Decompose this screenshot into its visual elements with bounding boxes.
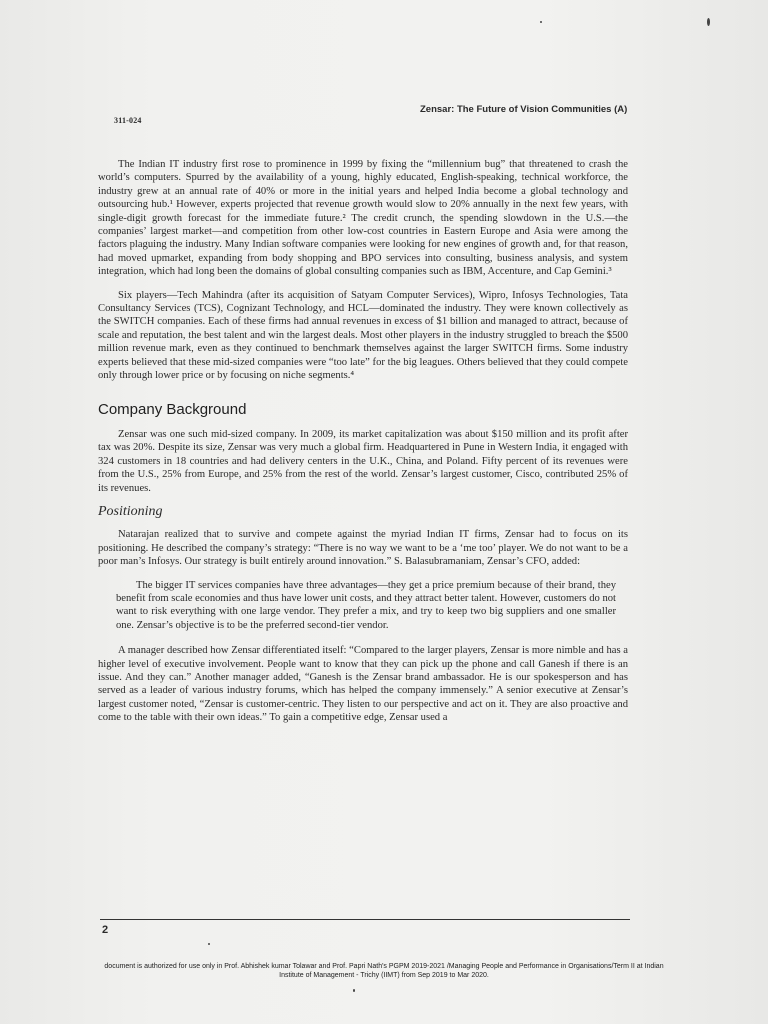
subheading-positioning: Positioning — [98, 503, 163, 519]
paragraph-differentiation: A manager described how Zensar differentiated itself: “Compared to the larger players, Zensar is more nimble and has a higher level of executive involvement. People want to know that they can pick up the phone and call Ganesh if there is an issue. And they can.” Another manager added, “Ganesh is the Zensar brand ambassador. He is our spokesperson and has served as a leader of various industry forums, which has helped the company immensely.” A senior executive at Zensar’s largest customer noted, “Zensar is customer-centric. They listen to our perspective and act on it. They are also proactive and come to the table with their own ideas.” To gain a competitive edge, Zensar used a — [98, 645, 628, 724]
scan-speck — [707, 18, 710, 26]
footer-line-2: Institute of Management - Trichy (IIMT) from Sep 2019 to Mar 2020. — [279, 972, 489, 979]
paragraph-strategy: Natarajan realized that to survive and compete against the myriad Indian IT firms, Zensar had to focus on its positioning. He described the company’s strategy: “There is no way we want to be a ‘me too’ player. We do not want to be a poor man’s Infosys. Our strategy is built entirely around innovation.” S. Balasubramaniam, Zensar’s CFO, added: — [98, 529, 628, 568]
paragraph-industry: The Indian IT industry first rose to prominence in 1999 by fixing the “millennium bug” that threatened to crash the world’s computers. Spurred by the availability of a young, highly educated, English-speaking, technical workforce, the industry grew at an annual rate of 40% or more in the initial years and helped India become a global technology and outsourcing hub.¹ However, experts projected that revenue growth would slow to 20% annually in the next few years, with single-digit growth forecast for the immediate future.² The credit crunch, the spending slowdown in the U.S.—the companies’ largest market—and competition from other low-cost countries in Eastern Europe and Asia were among the factors plaguing the industry. Many Indian software companies were looking for new engines of growth and, for that reason, had moved upmarket, expanding from body shopping and BPO services into consulting, business analysis, and system integration, which had long been the domains of global consulting companies such as IBM, Accenture, and Cap Gemini.³ — [98, 159, 628, 278]
page-number: 2 — [102, 924, 109, 936]
scan-speck — [353, 989, 355, 992]
footer-line-1: document is authorized for use only in Prof. Abhishek kumar Tolawar and Prof. Papri Nath's PGPM 2019-2021 /Managing People and Performance in Organisations/Term II at Indian — [104, 963, 664, 970]
paragraph-zensar: Zensar was one such mid-sized company. In 2009, its market capitalization was about $150 million and its profit after tax was 20%. Despite its size, Zensar was very much a global firm. Headquartered in Pune in Western India, it engaged with 324 customers in 18 countries and had delivery centers in the U.K., China, and Poland. Fifty percent of its revenues were from the U.S., 25% from Europe, and 25% from the rest of the world. Zensar’s largest customer, Cisco, contributed 25% of its revenues. — [98, 428, 628, 494]
document-body — [98, 158, 628, 735]
paragraph-switch: Six players—Tech Mahindra (after its acquisition of Satyam Computer Services), Wipro, Infosys Technologies, Tata Consultancy Services (TCS), Cognizant Technology, and HCL—dominated the industry. They were known collectively as the SWITCH companies. Each of these firms had annual revenues in excess of $1 billion and managed to attract, because of scale and reputation, the best talent and win the largest deals. Most other players in the industry struggled to breach the $500 million revenue mark, even as they continued to benchmark themselves against the larger SWITCH firms. Some industry experts believed that these mid-sized companies were “too late” for the big leagues. Others believed that they could compete only through lower price or by focusing on niche segments.⁴ — [98, 289, 628, 382]
license-footer — [50, 962, 718, 980]
section-heading-company-background: Company Background — [98, 400, 247, 418]
case-code: 311-024 — [114, 116, 142, 125]
scan-speck — [208, 943, 210, 945]
block-quote: The bigger IT services companies have three advantages—they get a price premium because of their brand, they benefit from scale economies and thus have lower unit costs, and they attract better talent. However, customers do not want to risk everything with one large vendor. They prefer a mix, and try to keep two big suppliers and one smaller one. Zensar’s objective is to be the preferred second-tier vendor. — [116, 579, 616, 631]
running-header-title: Zensar: The Future of Vision Communities (A) — [420, 104, 628, 115]
scan-speck — [540, 21, 542, 23]
footer-rule — [100, 919, 630, 920]
